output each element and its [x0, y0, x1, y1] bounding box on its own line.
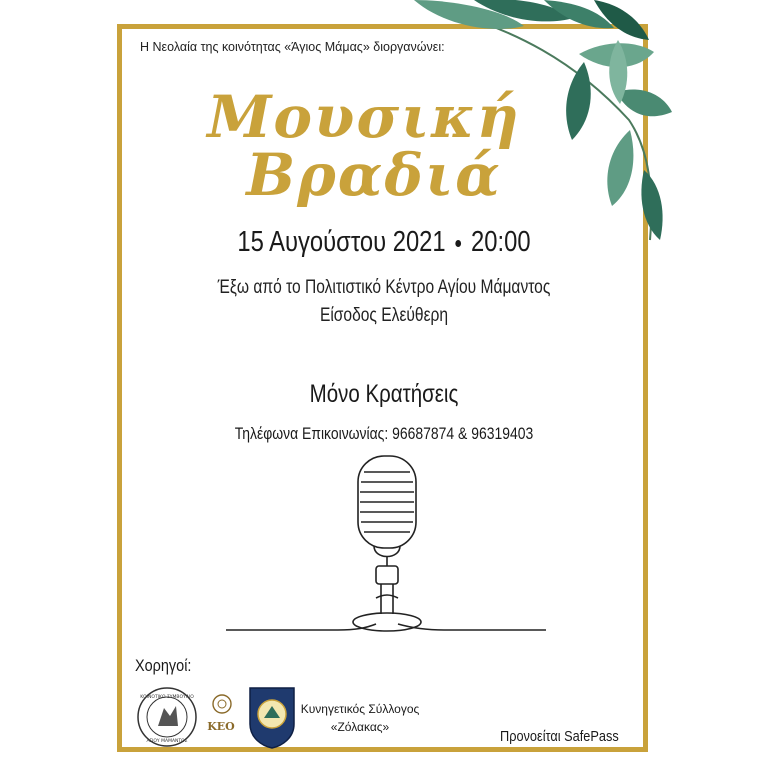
sponsors-label: Χορηγοί: — [135, 656, 192, 675]
title-line-1: Μουσική — [207, 83, 521, 151]
svg-text:ΑΓΙΟΥ ΜΑΜΑΝΤΟΣ: ΑΓΙΟΥ ΜΑΜΑΝΤΟΣ — [146, 739, 188, 744]
hunting-club-name — [300, 700, 420, 736]
event-date: 15 Αυγούστου 2021 — [237, 226, 446, 258]
club-line-2: «Ζόλακας» — [330, 720, 390, 734]
keo-logo-text: KEO — [207, 720, 235, 733]
community-council-logo — [136, 686, 198, 748]
event-time: 20:00 — [471, 226, 531, 258]
organizer-line: Η Νεολαία της κοινότητας «Άγιος Μάμας» διοργανώνει: — [140, 40, 474, 54]
title-line-2: Βραδιά — [246, 141, 502, 209]
contact-phones: Τηλέφωνα Επικοινωνίας: 96687874 & 96319403 — [234, 424, 534, 443]
entry-text: Είσοδος Ελεύθερη — [319, 305, 449, 326]
date-time-line — [69, 226, 699, 259]
venue-text: Έξω από το Πολιτιστικό Κέντρο Αγίου Μάμαντος — [217, 277, 551, 298]
reservations-heading: Μόνο Κρατήσεις — [309, 380, 459, 408]
hunting-club-shield-logo — [246, 684, 298, 750]
club-line-1: Κυνηγετικός Σύλλογος — [300, 702, 420, 716]
svg-text:ΚΟΙΝΟΤΙΚΟ ΣΥΜΒΟΥΛΙΟ: ΚΟΙΝΟΤΙΚΟ ΣΥΜΒΟΥΛΙΟ — [140, 695, 194, 700]
microphone-icon — [226, 448, 546, 648]
safepass-note: Προνοείται SafePass — [500, 728, 619, 745]
bullet-dot — [455, 240, 461, 247]
